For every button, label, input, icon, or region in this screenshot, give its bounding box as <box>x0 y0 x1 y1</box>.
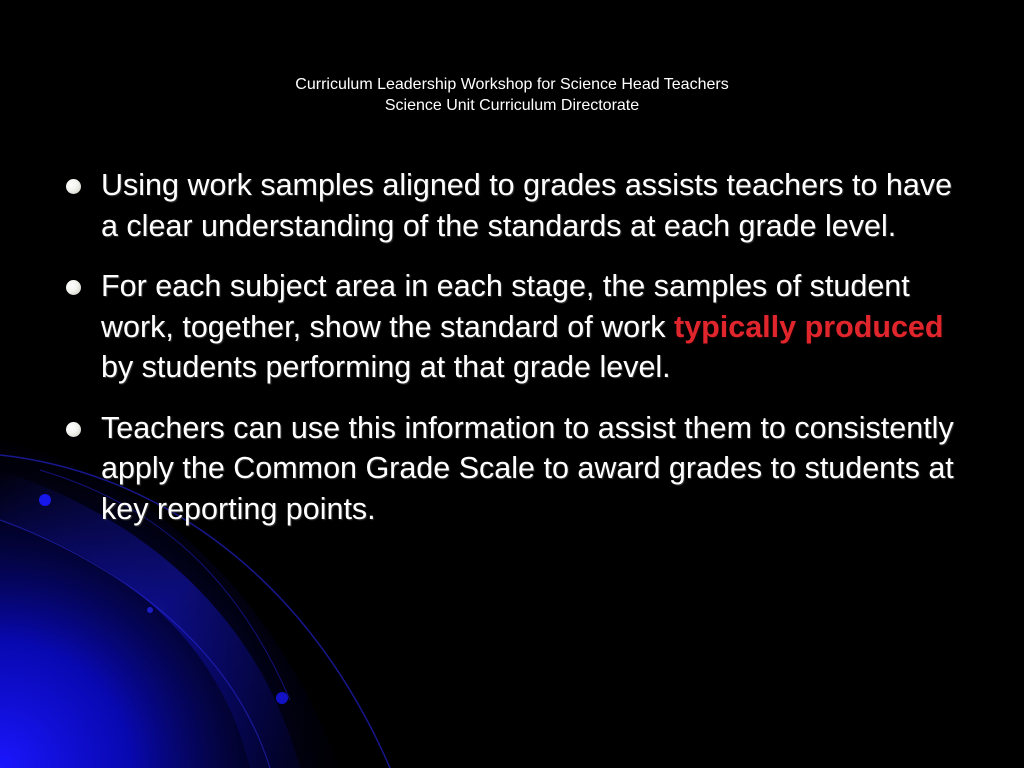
bullet-list <box>62 165 962 549</box>
bullet-dot-icon <box>66 422 81 437</box>
header-line-1: Curriculum Leadership Workshop for Science Head Teachers <box>295 76 729 93</box>
bullet-dot-icon <box>66 280 81 295</box>
decor-dot-2 <box>276 692 288 704</box>
bullet-text-1: Using work samples aligned to grades assists teachers to have a clear understanding of the standards at each grade level. <box>101 168 953 243</box>
decor-dot-1 <box>39 494 51 506</box>
bullet-text-2-after: by students performing at that grade level. <box>101 350 671 384</box>
bullet-text-3: Teachers can use this information to assist them to consistently apply the Common Grade Scale to award grades to students at key reporting points. <box>101 410 954 526</box>
decor-dot-3 <box>147 607 153 613</box>
bullet-item-2 <box>62 266 962 388</box>
bullet-dot-icon <box>66 179 81 194</box>
bullet-text-2-highlight: typically produced <box>674 309 944 344</box>
bullet-item-1 <box>62 165 962 246</box>
header-line-2: Science Unit Curriculum Directorate <box>384 97 640 114</box>
bullet-text-2-before: For each subject area in each stage, the samples of student work, together, show the standard of work <box>101 269 910 344</box>
slide-header <box>0 74 1024 116</box>
bullet-item-3 <box>62 408 962 530</box>
